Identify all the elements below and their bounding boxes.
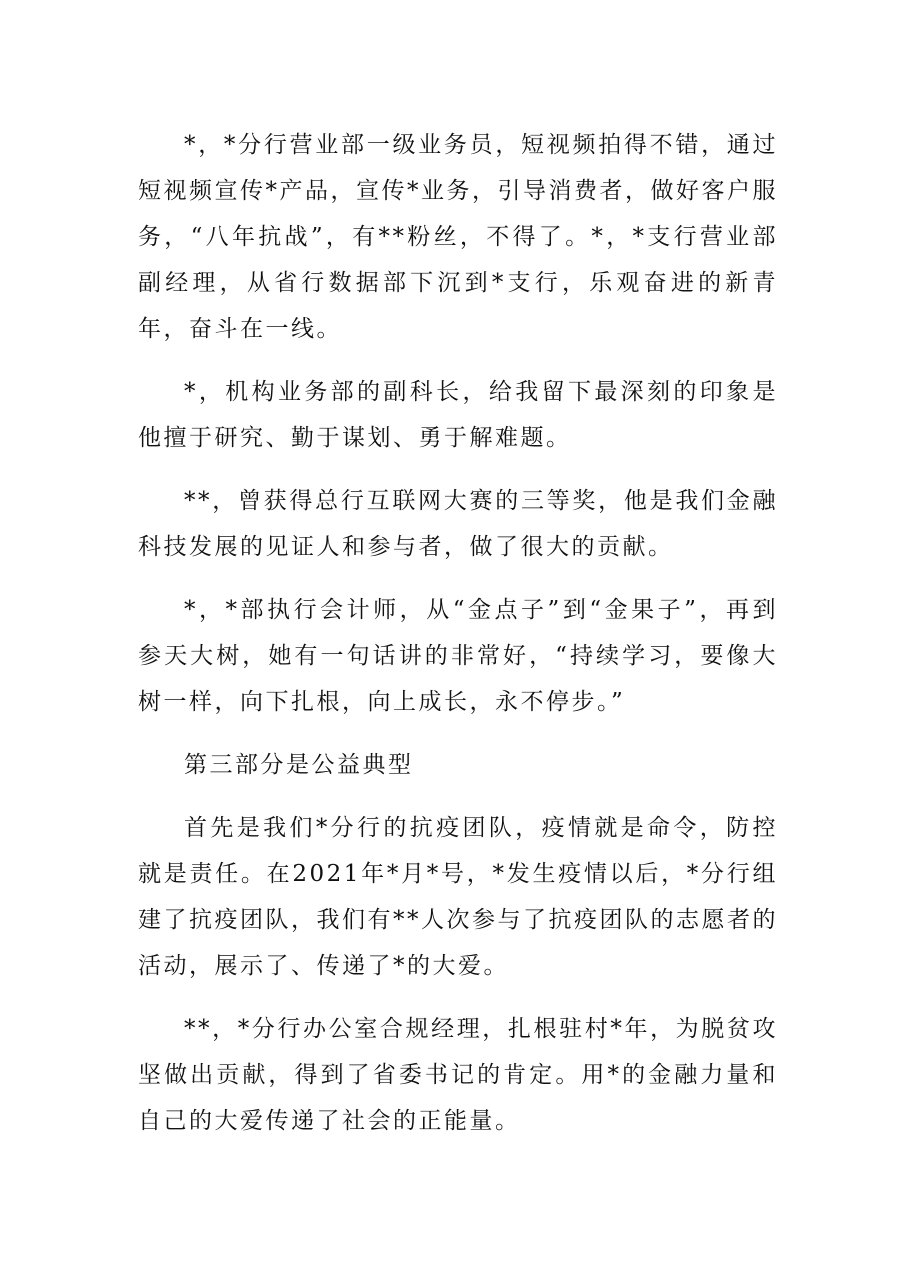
paragraph-1: *，*分行营业部一级业务员，短视频拍得不错，通过短视频宣传*产品，宣传*业务，引导消费者，做好客户服务，“八年抗战”，有**粉丝，不得了。*，*支行营业部副经理，从省行数据部下沉到*支行，乐观奋进的新青年，奋斗在一线。 — [138, 132, 778, 342]
paragraph-5: 首先是我们*分行的抗疫团队，疫情就是命令，防控就是责任。在2021年*月*号，*发生疫情以后，*分行组建了抗疫团队，我们有**人次参与了抗疫团队的志愿者的活动，展示了、传递了*的大爱。 — [138, 815, 778, 979]
paragraph-3: **，曾获得总行互联网大赛的三等奖，他是我们金融科技发展的见证人和参与者，做了很大的贡献。 — [138, 488, 778, 560]
paragraph-4: *，*部执行会计师，从“金点子”到“金果子”，再到参天大树，她有一句话讲的非常好，“持续学习，要像大树一样，向下扎根，向上成长，永不停步。” — [138, 597, 778, 715]
paragraph-2: *，机构业务部的副科长，给我留下最深刻的印象是他擅于研究、勤于谋划、勇于解难题。 — [138, 379, 778, 451]
document-body — [138, 122, 778, 1161]
paragraph-6: **，*分行办公室合规经理，扎根驻村*年，为脱贫攻坚做出贡献，得到了省委书记的肯定。用*的金融力量和自己的大爱传递了社会的正能量。 — [138, 1016, 778, 1134]
section-heading: 第三部分是公益典型 — [184, 752, 414, 778]
